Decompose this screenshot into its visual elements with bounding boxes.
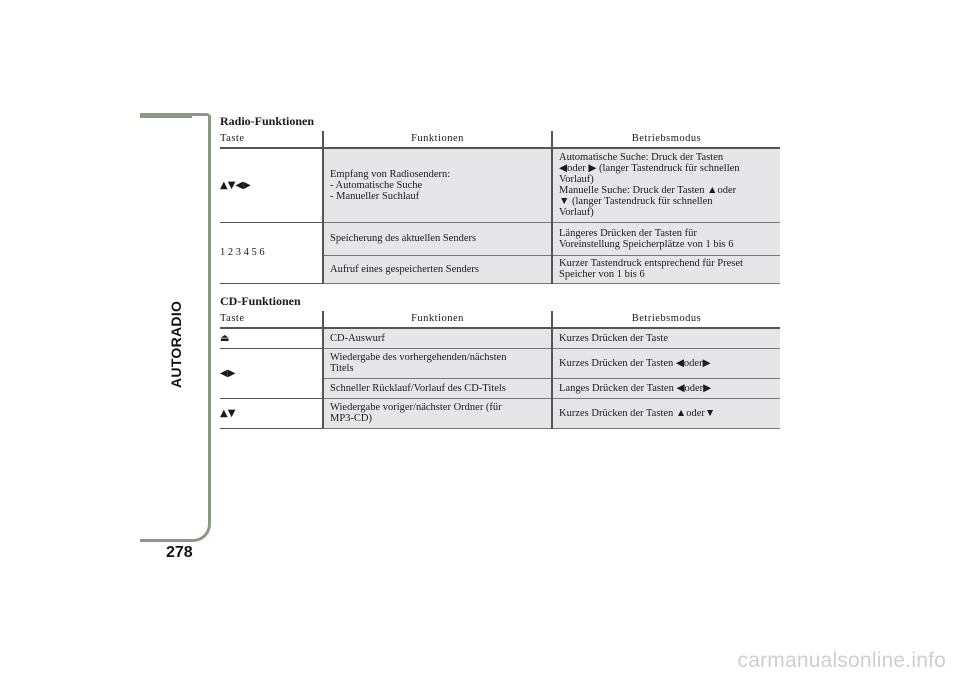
mode-text: Längeres Drücken der Tasten für [559,227,697,239]
eject-icon: ⏏ [220,328,323,348]
function-cell [323,148,552,222]
header-funktionen: Funktionen [323,311,552,328]
up-down-arrows-icon: ▲▼ [220,398,323,428]
function-cell [323,398,552,428]
chapter-label: AUTORADIO [168,300,184,388]
mode-cell: Kurzes Drücken der Taste [552,328,780,348]
table-row [220,398,780,428]
watermark-text: carmanualsonline.info [737,649,946,672]
function-text: Empfang von Radiosendern: [330,168,451,180]
function-cell [323,348,552,378]
function-text: - Manueller Suchlauf [330,190,420,202]
mode-text: Voreinstellung Speicherplätze von 1 bis 6 [559,238,734,250]
function-text: Wiedergabe voriger/nächster Ordner (für [330,402,502,413]
function-text: MP3-CD) [330,413,373,424]
mode-cell [552,222,780,255]
preset-keys-label: 1 2 3 4 5 6 [220,222,323,283]
mode-text: Speicher von 1 bis 6 [559,269,645,280]
header-taste: Taste [220,131,323,148]
cd-table [220,311,780,429]
table-row [220,328,780,348]
radio-section-title: Radio-Funktionen [220,114,315,128]
mode-cell [552,255,780,283]
function-cell: CD-Auswurf [323,328,552,348]
function-cell: Speicherung des aktuellen Senders [323,222,552,255]
table-row [220,348,780,378]
mode-text: ◀oder ▶ (langer Tastendruck für schnellen [559,163,740,175]
mode-text: Automatische Suche: Druck der Tasten [559,152,724,164]
mode-cell: Kurzes Drücken der Tasten ▲oder▼ [552,398,780,428]
mode-cell: Kurzes Drücken der Tasten ◀oder▶ [552,348,780,378]
function-cell: Aufruf eines gespeicherten Senders [323,255,552,283]
mode-cell: Langes Drücken der Tasten ◀oder▶ [552,378,780,398]
cd-section-title: CD-Funktionen [220,294,301,308]
function-text: - Automatische Suche [330,179,423,191]
mode-text: Manuelle Suche: Druck der Tasten ▲oder [559,185,737,197]
mode-text: ▼ (langer Tastendruck für schnellen [559,196,713,208]
function-text: Wiedergabe des vorhergehenden/nächsten [330,352,507,363]
left-right-arrows-icon: ◀▶ [220,348,323,398]
radio-section [220,114,780,284]
radio-table [220,131,780,284]
header-betriebsmodus: Betriebsmodus [552,311,780,328]
header-funktionen: Funktionen [323,131,552,148]
table-row [220,148,780,222]
function-cell: Schneller Rücklauf/Vorlauf des CD-Titels [323,378,552,398]
header-betriebsmodus: Betriebsmodus [552,131,780,148]
mode-text: Vorlauf) [559,207,594,219]
mode-cell [552,148,780,222]
mode-text: Vorlauf) [559,174,594,186]
arrow-keys-icon: ▲▼◀▶ [220,148,323,222]
page-number: 278 [166,544,193,561]
header-taste: Taste [220,311,323,328]
function-text: Titels [330,363,354,374]
table-row [220,222,780,255]
cd-section [220,294,780,429]
mode-text: Kurzer Tastendruck entsprechend für Preset [559,258,743,269]
